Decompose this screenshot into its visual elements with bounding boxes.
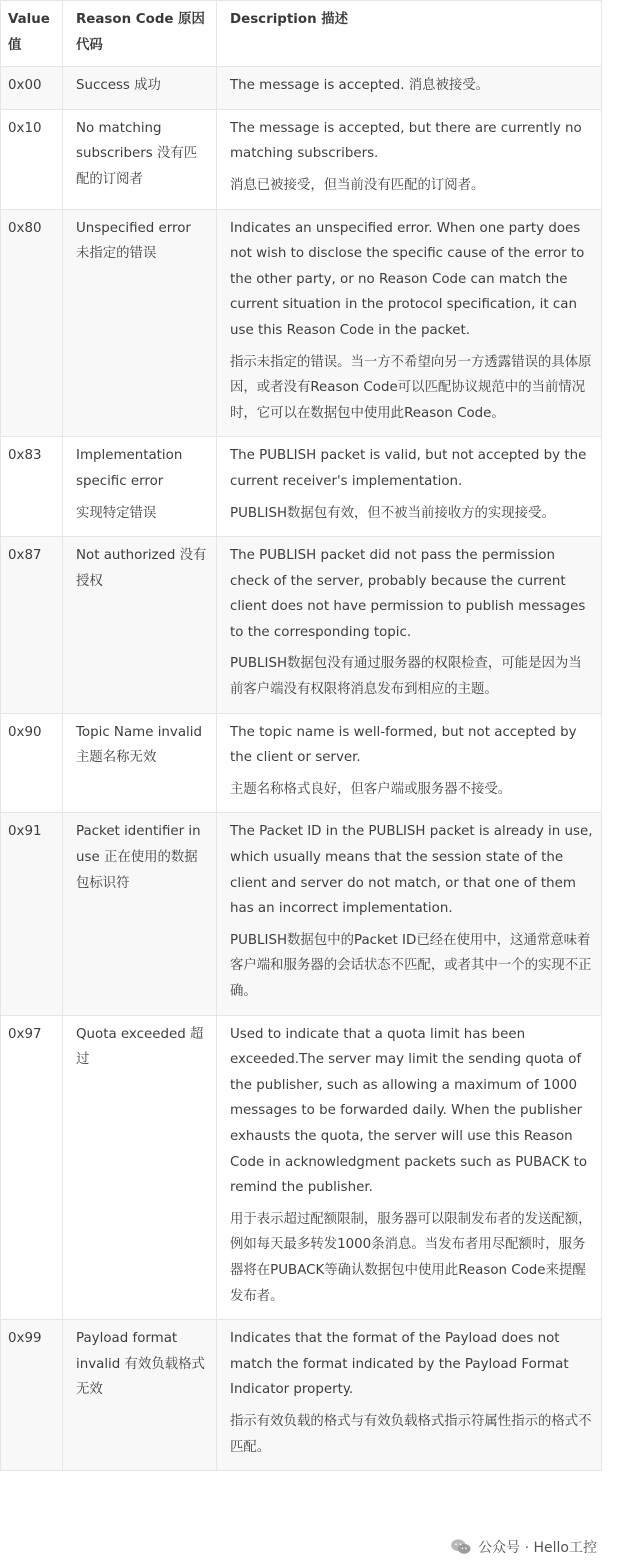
description-cell — [217, 813, 602, 1015]
watermark-text: 公众号 · Hello工控 — [478, 1540, 597, 1556]
table-row — [1, 537, 602, 714]
reason-text: Packet identifier in use 正在使用的数据包标识符 — [76, 824, 201, 891]
table-row — [1, 209, 602, 437]
description-text-en: Used to indicate that a quota limit has been exceeded.The server may limit the sending quota of the publisher, such as allowing a maximum of 1000 messages to be forwarded daily. When the publisher exhausts the quota, the server will use this Reason Code in acknowledgment packets such as PUBACK to remind the publisher. — [230, 1026, 588, 1196]
description-text-cn: 用于表示超过配额限制，服务器可以限制发布者的发送配额，例如每天最多转发1000条消息。当发布者用尽配额时，服务器将在PUBACK等确认数据包中使用此Reason Code来提醒发布者。 — [230, 1211, 592, 1304]
value-cell: 0x87 — [1, 537, 63, 714]
reason-text: Not authorized 没有授权 — [76, 548, 207, 589]
description-text-en: Indicates an unspecified error. When one party does not wish to disclose the specific cause of the error to the other party, or no Reason Code can match the current situation in the protocol specification, it can use this Reason Code in the packet. — [230, 220, 585, 338]
reason-text: Implementation specific error — [76, 448, 183, 489]
reason-cell — [63, 1320, 217, 1471]
watermark — [450, 1537, 597, 1557]
description-text-cn: 指示有效负载的格式与有效负载格式指示符属性指示的格式不匹配。 — [230, 1413, 592, 1455]
reason-cell — [63, 109, 217, 209]
table-row — [1, 67, 602, 110]
description-text-en: The PUBLISH packet is valid, but not accepted by the current receiver's implementation. — [230, 448, 587, 489]
reason-cell — [63, 437, 217, 537]
reason-text: Quota exceeded 超过 — [76, 1026, 204, 1068]
value-cell: 0x99 — [1, 1320, 63, 1471]
reason-text: No matching subscribers 没有匹配的订阅者 — [76, 120, 198, 187]
description-text-cn: 指示未指定的错误。当一方不希望向另一方透露错误的具体原因，或者没有Reason Code可以匹配协议规范中的当前情况时，它可以在数据包中使用此Reason Code。 — [230, 354, 592, 421]
value-cell: 0x90 — [1, 713, 63, 813]
description-cell — [217, 437, 602, 537]
value-cell: 0x91 — [1, 813, 63, 1015]
description-text-en: The message is accepted, but there are currently no matching subscribers. — [230, 120, 582, 162]
table-row — [1, 1320, 602, 1471]
value-cell: 0x00 — [1, 67, 63, 110]
reason-text-cn: 实现特定错误 — [76, 505, 157, 521]
description-cell — [217, 537, 602, 714]
reason-cell — [63, 1015, 217, 1320]
description-cell — [217, 1015, 602, 1320]
table-header-row — [1, 1, 602, 67]
reason-cell — [63, 813, 217, 1015]
description-text-cn: PUBLISH数据包中的Packet ID已经在使用中，这通常意味着客户端和服务器的会话状态不匹配，或者其中一个的实现不正确。 — [230, 932, 592, 999]
description-text-en: The PUBLISH packet did not pass the permission check of the server, probably because the current client does not have permission to publish messages to the corresponding topic. — [230, 548, 586, 640]
reason-cell — [63, 713, 217, 813]
description-text-cn: PUBLISH数据包没有通过服务器的权限检查，可能是因为当前客户端没有权限将消息发布到相应的主题。 — [230, 656, 582, 698]
reason-text: Payload format invalid 有效负载格式无效 — [76, 1331, 205, 1398]
table-row — [1, 109, 602, 209]
description-text-en: The Packet ID in the PUBLISH packet is already in use, which usually means that the session state of the client and server do not match, or that one of them has an incorrect implementation. — [230, 824, 593, 917]
description-cell — [217, 1320, 602, 1471]
reason-cell — [63, 67, 217, 110]
description-cell — [217, 209, 602, 437]
header-value: Value 值 — [1, 1, 63, 67]
description-text-cn: 主题名称格式良好，但客户端或服务器不接受。 — [230, 781, 512, 797]
header-description: Description 描述 — [217, 1, 602, 67]
value-cell: 0x80 — [1, 209, 63, 437]
wechat-icon — [450, 1538, 472, 1556]
table-row — [1, 1015, 602, 1320]
reason-cell — [63, 209, 217, 437]
reason-text: Success 成功 — [76, 78, 161, 94]
value-cell: 0x83 — [1, 437, 63, 537]
value-cell: 0x10 — [1, 109, 63, 209]
table-row — [1, 813, 602, 1015]
description-text-en: Indicates that the format of the Payload does not match the format indicated by the Payload Format Indicator property. — [230, 1331, 569, 1398]
table-row — [1, 437, 602, 537]
reason-text: Unspecified error 未指定的错误 — [76, 220, 191, 262]
table-row — [1, 713, 602, 813]
reason-cell — [63, 537, 217, 714]
description-text: The message is accepted. 消息被接受。 — [230, 78, 490, 94]
header-reason-code: Reason Code 原因代码 — [63, 1, 217, 67]
description-cell — [217, 109, 602, 209]
description-text-cn: 消息已被接受，但当前没有匹配的订阅者。 — [230, 177, 485, 193]
description-cell — [217, 713, 602, 813]
description-cell — [217, 67, 602, 110]
reason-text: Topic Name invalid 主题名称无效 — [76, 724, 202, 766]
value-cell: 0x97 — [1, 1015, 63, 1320]
description-text-cn: PUBLISH数据包有效，但不被当前接收方的实现接受。 — [230, 505, 555, 521]
description-text-en: The topic name is well-formed, but not accepted by the client or server. — [230, 724, 577, 766]
